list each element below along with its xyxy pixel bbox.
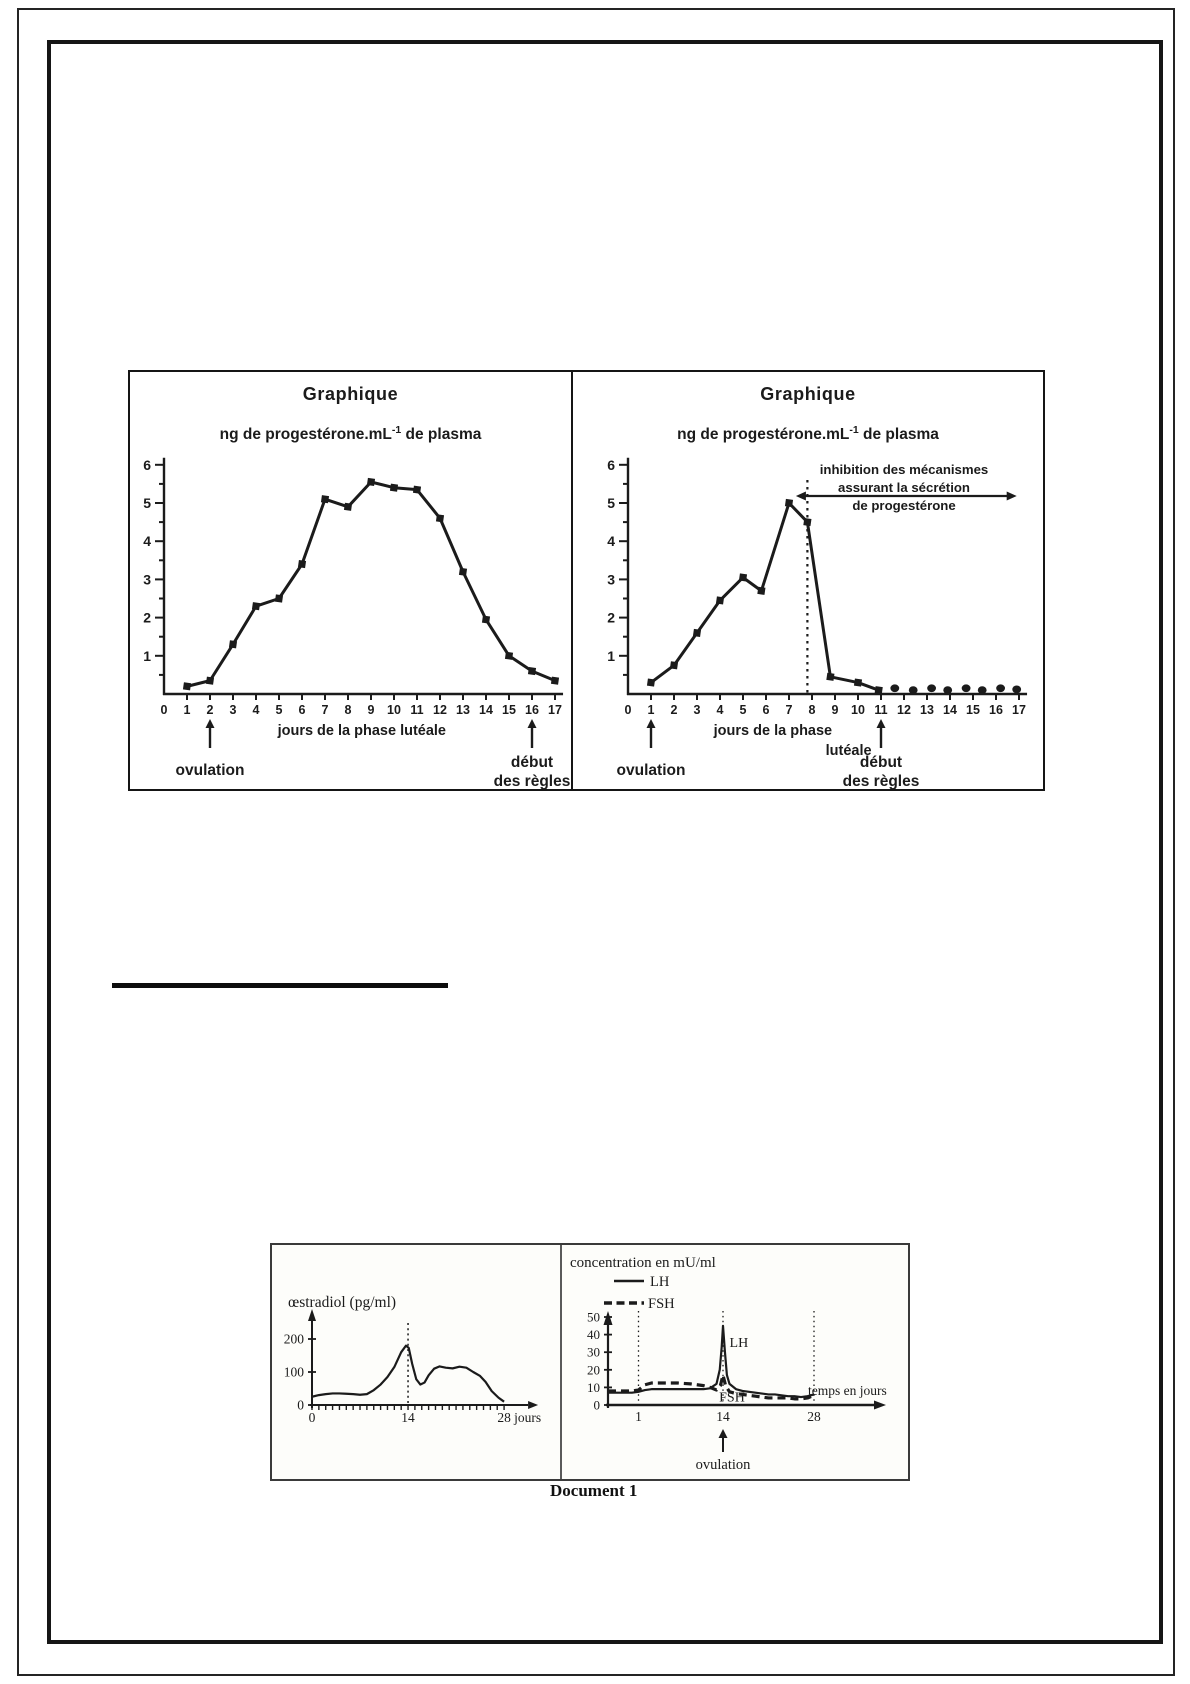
svg-text:3: 3	[607, 571, 615, 588]
curve-label-fsh: FSH	[719, 1390, 745, 1406]
inhibition-annotation	[796, 462, 1017, 513]
curve	[647, 499, 883, 694]
x-tick-labels	[309, 1410, 541, 1425]
svg-text:5: 5	[739, 703, 747, 717]
oestradiol-panel	[272, 1245, 562, 1479]
curve-label-lh: LH	[729, 1335, 749, 1351]
svg-text:16: 16	[525, 703, 539, 717]
svg-text:8: 8	[808, 703, 816, 717]
svg-text:5: 5	[143, 495, 151, 511]
svg-text:30: 30	[587, 1344, 600, 1360]
svg-text:9: 9	[367, 703, 375, 717]
svg-text:6: 6	[298, 703, 306, 717]
lh-fsh-panel	[562, 1245, 908, 1479]
phase-annotations	[617, 719, 920, 790]
svg-text:14: 14	[716, 1409, 730, 1424]
svg-text:15: 15	[966, 703, 980, 717]
svg-text:0: 0	[308, 1410, 316, 1425]
svg-text:3: 3	[143, 571, 151, 588]
svg-text:50: 50	[587, 1309, 600, 1325]
x-tick-labels	[161, 703, 562, 717]
unit-prefix: ng de progestérone.mL	[677, 426, 850, 444]
y-axis-title: concentration en mU/ml	[570, 1255, 716, 1271]
progesterone-normal-chart	[130, 372, 573, 793]
svg-text:17: 17	[1012, 703, 1026, 717]
svg-text:28: 28	[497, 1410, 511, 1425]
svg-text:200: 200	[283, 1331, 304, 1347]
svg-text:des règles: des règles	[493, 773, 571, 790]
svg-text:5: 5	[275, 703, 283, 717]
svg-text:100: 100	[283, 1364, 304, 1380]
svg-text:FSH: FSH	[648, 1296, 675, 1312]
svg-text:jours de la phase lutéale: jours de la phase lutéale	[277, 723, 447, 739]
isolated-dots	[890, 684, 1021, 694]
svg-text:1: 1	[143, 647, 151, 664]
y-tick-labels	[607, 457, 615, 664]
svg-text:de progestérone: de progestérone	[852, 498, 956, 513]
graph-title: Graphique	[302, 384, 399, 404]
svg-text:15: 15	[502, 703, 516, 717]
progesterone-graphs-figure	[128, 370, 1045, 791]
svg-text:7: 7	[785, 703, 793, 717]
unit-exponent: -1	[391, 424, 402, 436]
x-tick-labels	[625, 703, 1026, 717]
svg-text:3: 3	[229, 703, 237, 717]
svg-text:6: 6	[762, 703, 770, 717]
svg-text:ovulation: ovulation	[175, 762, 245, 779]
svg-text:1: 1	[607, 647, 615, 664]
axes	[308, 1309, 538, 1410]
svg-text:10: 10	[587, 1379, 600, 1395]
svg-text:début: début	[859, 754, 903, 771]
svg-text:9: 9	[831, 703, 839, 717]
graph-title: Graphique	[760, 384, 856, 404]
svg-text:13: 13	[456, 703, 470, 717]
svg-text:début: début	[510, 754, 554, 771]
svg-text:ovulation: ovulation	[616, 762, 686, 779]
svg-text:jours de la phase: jours de la phase	[713, 723, 833, 739]
svg-text:2: 2	[670, 703, 678, 717]
svg-text:20: 20	[587, 1362, 600, 1378]
svg-text:7: 7	[321, 703, 329, 717]
svg-text:assurant la sécrétion: assurant la sécrétion	[838, 480, 970, 495]
lh-fsh-chart	[562, 1245, 908, 1479]
unit-suffix: de plasma	[401, 426, 482, 444]
unit-prefix: ng de progestérone.mL	[219, 426, 392, 444]
svg-text:11: 11	[874, 703, 888, 717]
document1-caption: Document 1	[550, 1481, 638, 1500]
svg-text:0: 0	[593, 1397, 600, 1413]
section-underline	[112, 983, 448, 988]
svg-text:6: 6	[143, 456, 151, 473]
svg-text:10: 10	[851, 703, 865, 717]
svg-text:14: 14	[401, 1410, 415, 1425]
svg-text:8: 8	[344, 703, 352, 717]
unit-suffix: de plasma	[858, 426, 939, 444]
svg-text:12: 12	[433, 703, 447, 717]
svg-text:4: 4	[143, 533, 151, 550]
svg-text:28: 28	[807, 1409, 821, 1424]
svg-text:3: 3	[693, 703, 701, 717]
svg-text:0: 0	[160, 703, 168, 717]
svg-text:ovulation: ovulation	[695, 1457, 751, 1473]
oestradiol-chart	[272, 1245, 560, 1479]
svg-text:5: 5	[607, 495, 615, 511]
y-tick-labels	[143, 457, 151, 664]
svg-text:10: 10	[387, 703, 401, 717]
svg-text:jours: jours	[514, 1410, 542, 1425]
document1-figure	[270, 1243, 910, 1481]
svg-text:13: 13	[920, 703, 934, 717]
svg-text:12: 12	[897, 703, 911, 717]
svg-text:2: 2	[143, 609, 151, 626]
x-tick-labels	[635, 1409, 821, 1424]
phase-annotations	[176, 719, 571, 790]
svg-text:14: 14	[479, 703, 493, 717]
unit-exponent: -1	[849, 424, 859, 436]
x-axis-title: temps en jours	[808, 1383, 887, 1398]
svg-text:40: 40	[587, 1327, 600, 1343]
svg-text:LH: LH	[650, 1274, 670, 1290]
svg-text:1: 1	[647, 703, 655, 717]
svg-text:des règles: des règles	[842, 773, 920, 790]
ovulation-annotation	[696, 1429, 752, 1473]
svg-text:1: 1	[635, 1409, 642, 1424]
svg-text:1: 1	[183, 703, 191, 717]
curve	[183, 478, 559, 691]
y-axis-title: œstradiol (pg/ml)	[288, 1294, 397, 1311]
svg-text:4: 4	[607, 533, 615, 550]
svg-text:2: 2	[206, 703, 214, 717]
legend	[604, 1274, 675, 1312]
progesterone-inhibited-chart	[573, 372, 1045, 793]
oestradiol-curve	[312, 1346, 504, 1402]
svg-text:6: 6	[607, 456, 615, 473]
svg-text:lutéale: lutéale	[825, 743, 872, 759]
svg-text:2: 2	[607, 609, 615, 626]
svg-text:17: 17	[548, 703, 562, 717]
svg-text:14: 14	[943, 703, 957, 717]
svg-text:4: 4	[716, 703, 724, 717]
svg-text:inhibition des mécanismes: inhibition des mécanismes	[819, 462, 989, 477]
graph-panel-progesterone-normal	[130, 372, 573, 789]
svg-text:4: 4	[252, 703, 260, 717]
svg-text:0: 0	[624, 703, 632, 717]
svg-text:11: 11	[410, 703, 424, 717]
svg-text:16: 16	[989, 703, 1003, 717]
graph-panel-progesterone-inhibited	[573, 372, 1043, 789]
svg-text:0: 0	[297, 1397, 304, 1413]
